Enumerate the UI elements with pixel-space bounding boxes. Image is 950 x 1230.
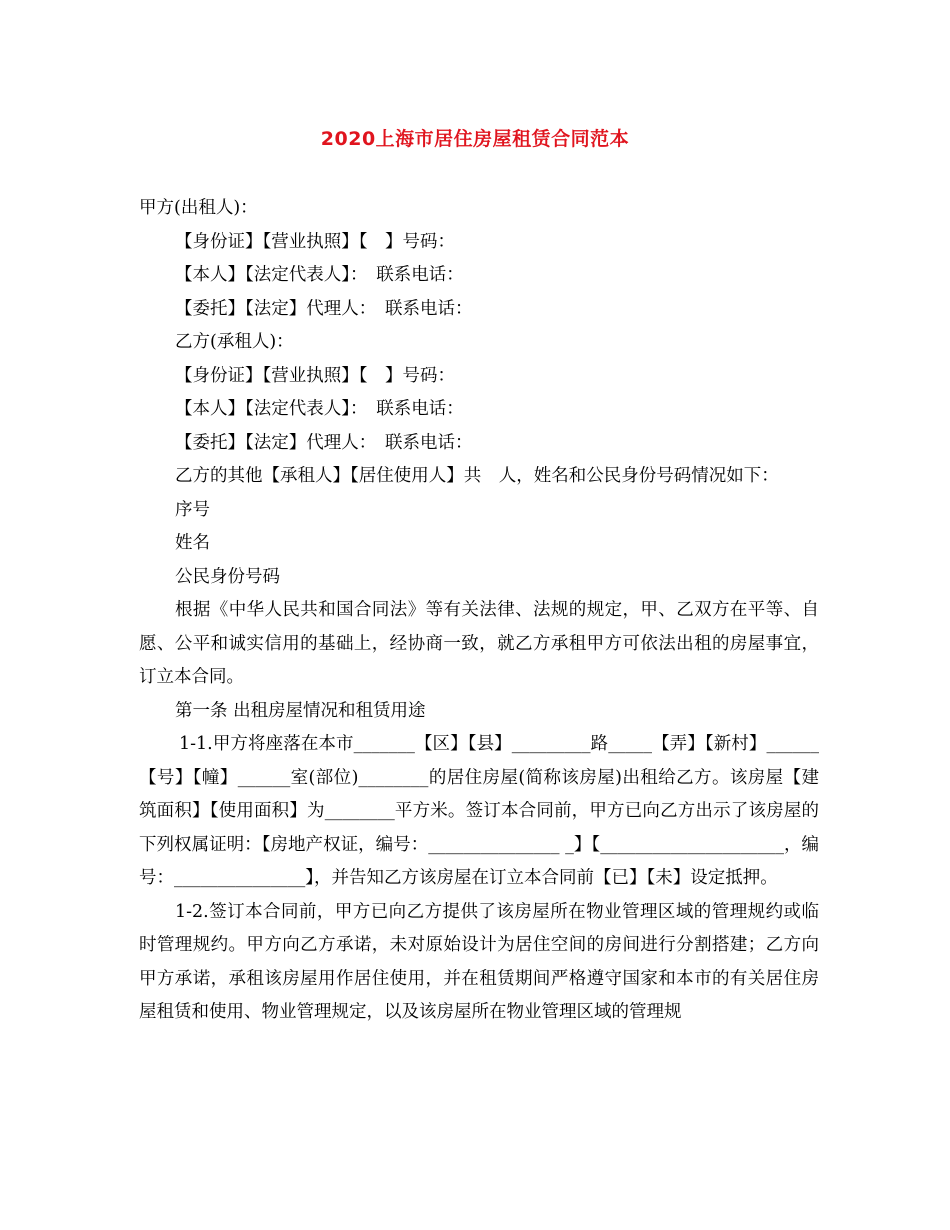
- table-header-name: 姓名: [175, 533, 210, 553]
- article-1-title: 第一条 出租房屋情况和租赁用途: [175, 700, 426, 721]
- table-header-number: 序号: [175, 499, 210, 520]
- party-a-heading: 甲方(出租人)：: [139, 198, 258, 218]
- preamble-paragraph: 根据《中华人民共和国合同法》等有关法律、法规的规定，甲、乙双方在平等、自愿、公平和诚实信用的基础上，经协商一致，就乙方承租甲方可依法出租的房屋事宜，订立本合同。: [139, 600, 819, 687]
- party-a-representative-line: 【本人】【法定代表人】： 联系电话：: [175, 265, 464, 285]
- party-a-agent-line: 【委托】【法定】代理人： 联系电话：: [175, 298, 473, 319]
- clause-1-2: 1-2.签订本合同前，甲方已向乙方提供了该房屋所在物业管理区域的管理规约或临时管理规约。甲方向乙方承诺，未对原始设计为居住空间的房间进行分割搭建；乙方向甲方承诺，承租该房屋用作居住使用，并在租赁期间严格遵守国家和本市的有关居住房屋租赁和使用、物业管理规定，以及该房屋所在物业管理区域的管理规: [139, 901, 819, 1022]
- table-header-id-number: 公民身份号码: [175, 566, 280, 587]
- party-a-id-line: 【身份证】【营业执照】【 】号码：: [175, 231, 455, 252]
- party-b-representative-line: 【本人】【法定代表人】： 联系电话：: [175, 399, 464, 419]
- clause-1-1: 1-1.甲方将座落在本市_______【区】【县】_________路_____【弄】【新村】______【号】【幢】______室(部位)________的居住房屋(简称该房屋)出租给乙方。该房屋【建筑面积】【使用面积】为________平方米。签订本合同前，甲方已向乙方出示了该房屋的下列权属证明：【房地产权证，编号：_______________ _】【_____________________，编号：_______________】，并告知乙方该房屋在订立本合同前【已】【未】设定抵押。: [139, 734, 819, 888]
- party-b-id-line: 【身份证】【营业执照】【 】号码：: [175, 365, 455, 386]
- document-title: 2020上海市居住房屋租赁合同范本: [320, 128, 630, 150]
- party-b-agent-line: 【委托】【法定】代理人： 联系电话：: [175, 432, 473, 453]
- document-body: [139, 192, 819, 1030]
- party-b-heading: 乙方(承租人)：: [175, 332, 294, 352]
- other-tenants-line: 乙方的其他【承租人】【居住使用人】共 人，姓名和公民身份号码情况如下：: [175, 466, 779, 486]
